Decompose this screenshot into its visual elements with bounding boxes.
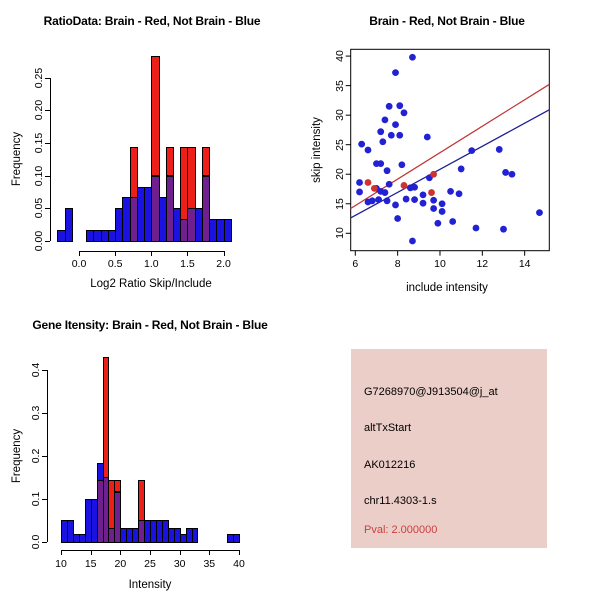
- y-tick-label: 0.2: [30, 448, 42, 464]
- x-tick: [91, 550, 92, 555]
- scatter-point: [424, 134, 431, 141]
- scatter-point: [420, 200, 427, 207]
- x-tick-label: 6: [352, 258, 359, 270]
- scatter-point: [386, 103, 393, 110]
- y-tick: [45, 110, 50, 111]
- panel-scatter: [300, 0, 600, 300]
- scatter-point: [409, 54, 416, 61]
- x-tick: [61, 550, 62, 555]
- scatter-point: [382, 189, 389, 196]
- x-tick-label: 2.0: [216, 258, 231, 270]
- scatter-point: [365, 199, 372, 206]
- x-tick-label: 40: [233, 557, 245, 570]
- y-tick-label: 10: [334, 227, 346, 240]
- panel-info: [300, 300, 600, 600]
- panel-ratio-histogram: [0, 0, 300, 300]
- x-tick-label: 30: [173, 557, 186, 570]
- gene-hist-y-axis-label: Frequency: [11, 428, 23, 484]
- x-tick: [180, 550, 181, 555]
- scatter-point: [392, 121, 399, 128]
- scatter-title: Brain - Red, Not Brain - Blue: [369, 14, 525, 28]
- accession-text: AK012216: [364, 459, 416, 471]
- x-tick: [115, 251, 116, 256]
- scatter-point: [396, 132, 403, 139]
- y-tick-label: 0.10: [33, 165, 45, 186]
- ratio-hist-x-axis-label: Log2 Ratio Skip/Include: [90, 278, 212, 290]
- y-tick-label: 40: [334, 50, 346, 62]
- x-tick-label: 1.5: [180, 258, 195, 270]
- locus-text: chr11.4303-1.s: [364, 495, 437, 507]
- splice-event-text: altTxStart: [364, 422, 412, 434]
- y-axis: [47, 370, 48, 542]
- scatter-point: [509, 171, 516, 178]
- y-tick-label: 0.15: [33, 132, 45, 154]
- x-tick-label: 10: [434, 258, 446, 270]
- scatter-point: [401, 182, 408, 189]
- y-tick-label: 0.20: [33, 100, 45, 121]
- scatter-point: [439, 208, 446, 215]
- scatter-point: [428, 189, 435, 196]
- y-tick: [45, 241, 50, 242]
- scatter-point: [439, 200, 446, 207]
- y-tick: [42, 413, 47, 414]
- x-tick-label: 1.0: [143, 258, 159, 270]
- panel-gene-histogram: [0, 300, 300, 600]
- scatter-point: [409, 238, 416, 245]
- scatter-point: [394, 215, 401, 222]
- scatter-point: [356, 189, 363, 196]
- scatter-point: [365, 147, 372, 154]
- scatter-point: [456, 190, 463, 197]
- scatter-point: [468, 147, 475, 154]
- y-tick: [42, 370, 47, 371]
- scatter-point: [388, 132, 395, 139]
- scatter-point: [401, 109, 408, 116]
- scatter-point: [420, 192, 427, 199]
- histogram-bar: [103, 357, 110, 478]
- scatter-point: [430, 171, 437, 178]
- scatter-point: [375, 196, 382, 203]
- histogram-bar: [151, 56, 159, 176]
- x-tick: [151, 251, 152, 256]
- x-tick-label: 8: [394, 258, 401, 270]
- scatter-point: [403, 196, 410, 203]
- scatter-point: [377, 160, 384, 167]
- histogram-bar: [65, 208, 73, 242]
- ratio-hist-title: RatioData: Brain - Red, Not Brain - Blue: [43, 14, 261, 28]
- y-tick-label: 35: [334, 79, 346, 92]
- y-tick-label: 0.3: [30, 405, 42, 421]
- scatter-point: [398, 161, 405, 168]
- y-tick-label: 0.4: [30, 362, 42, 378]
- histogram-bar: [187, 147, 195, 209]
- histogram-bar: [192, 528, 199, 543]
- x-tick-label: 15: [84, 557, 97, 570]
- scatter-point: [392, 69, 399, 76]
- x-tick: [79, 251, 80, 256]
- scatter-x-axis-label: include intensity: [406, 282, 488, 294]
- scatter-point: [411, 196, 418, 203]
- y-tick: [45, 176, 50, 177]
- y-tick-label: 0.25: [33, 67, 45, 88]
- scatter-point: [377, 128, 384, 135]
- scatter-point: [384, 167, 391, 174]
- scatter-point: [496, 146, 503, 153]
- histogram-bar: [224, 219, 232, 242]
- scatter-point: [434, 220, 441, 227]
- histogram-bar: [166, 147, 174, 176]
- scatter-point: [430, 197, 437, 204]
- y-tick-label: 0.0: [30, 534, 42, 549]
- x-tick-label: 20: [114, 557, 127, 570]
- x-tick: [150, 550, 151, 555]
- scatter-point: [386, 181, 393, 188]
- x-tick-label: 10: [55, 557, 67, 570]
- y-tick-label: 0.00: [33, 230, 45, 251]
- scatter-point: [356, 179, 363, 186]
- histogram-bar: [138, 480, 145, 521]
- y-tick-label: 20: [334, 168, 346, 181]
- x-tick-label: 0.5: [107, 258, 123, 270]
- x-tick: [187, 251, 188, 256]
- scatter-point: [371, 185, 378, 192]
- y-tick: [42, 542, 47, 543]
- scatter-point: [396, 102, 403, 109]
- y-axis: [50, 78, 51, 241]
- y-tick-label: 15: [334, 197, 346, 210]
- y-tick-label: 25: [334, 138, 346, 151]
- pval-text: Pval: 2.000000: [364, 524, 438, 536]
- scatter-point: [379, 138, 386, 145]
- x-tick-label: 14: [518, 258, 531, 270]
- x-tick: [224, 251, 225, 256]
- scatter-point: [500, 226, 507, 233]
- scatter-point: [473, 225, 480, 232]
- x-tick-label: 25: [144, 557, 156, 570]
- scatter-point: [392, 202, 399, 209]
- scatter-point: [358, 141, 365, 148]
- info-box: [351, 349, 547, 548]
- ratio-hist-y-axis-label: Frequency: [11, 131, 23, 187]
- scatter-point: [536, 209, 543, 216]
- y-tick: [42, 456, 47, 457]
- probe-id-text: G7268970@J913504@j_at: [364, 386, 498, 398]
- scatter-point: [449, 218, 456, 225]
- y-tick: [45, 208, 50, 209]
- x-tick: [120, 550, 121, 555]
- scatter-point: [382, 116, 389, 123]
- y-tick-label: 0.1: [30, 491, 42, 507]
- x-tick-label: 35: [203, 557, 216, 570]
- y-tick: [45, 143, 50, 144]
- scatter-y-axis-label: skip intensity: [311, 117, 323, 183]
- scatter-point: [447, 188, 454, 195]
- histogram-bar: [233, 534, 240, 542]
- y-tick: [45, 78, 50, 79]
- scatter-point: [430, 205, 437, 212]
- scatter-point: [502, 169, 509, 176]
- y-tick: [42, 499, 47, 500]
- scatter-point: [384, 197, 391, 204]
- gene-hist-title: Gene Itensity: Brain - Red, Not Brain - Blue: [32, 318, 268, 332]
- scatter-point: [411, 184, 418, 191]
- histogram-bar: [114, 480, 121, 492]
- x-tick-label: 0.0: [71, 258, 87, 270]
- scatter-point: [365, 179, 372, 186]
- x-tick: [239, 550, 240, 555]
- x-tick-label: 12: [476, 258, 489, 270]
- y-tick-label: 0.05: [33, 197, 45, 219]
- scatter-point: [458, 166, 465, 173]
- histogram-bar: [202, 147, 210, 176]
- x-tick: [209, 550, 210, 555]
- y-tick-label: 30: [334, 109, 346, 121]
- gene-hist-x-axis-label: Intensity: [128, 579, 172, 591]
